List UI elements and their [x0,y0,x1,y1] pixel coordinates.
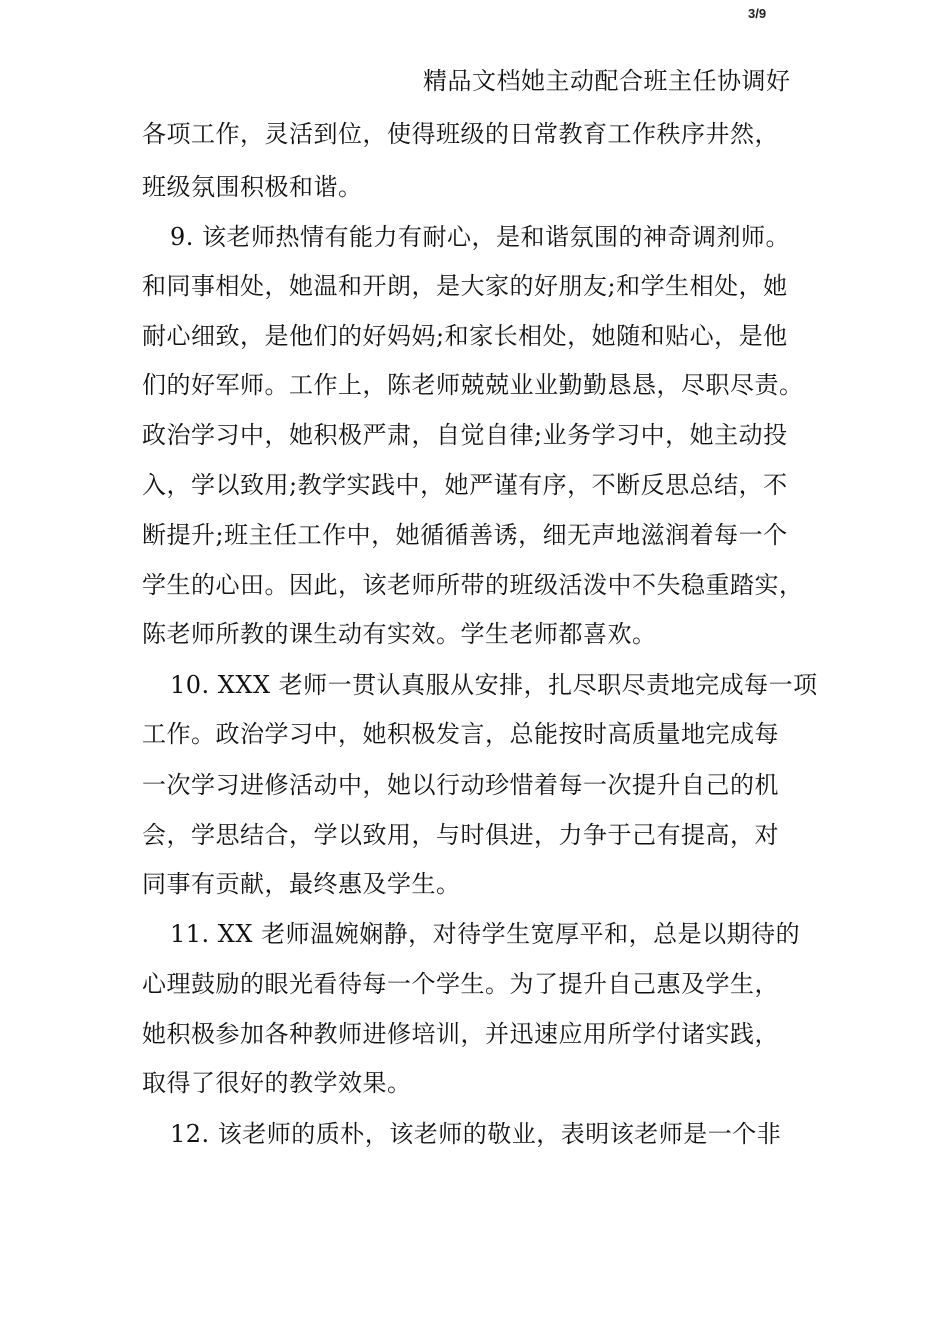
body-line: 同事有贡献，最终惠及学生。 [142,870,461,898]
body-line: 和同事相处，她温和开朗，是大家的好朋友;和学生相处，她 [142,272,788,300]
body-line: 班级氛围积极和谐。 [142,173,363,201]
body-line: 工作。政治学习中，她积极发言，总能按时高质量地完成每 [142,720,779,748]
body-line: 她积极参加各种教师进修培训，并迅速应用所学付诸实践， [142,1020,779,1048]
body-line: 入，学以致用;教学实践中，她严谨有序，不断反思总结，不 [142,471,788,499]
header-line: 精品文档她主动配合班主任协调好 [423,67,791,95]
body-line: 心理鼓励的眼光看待每一个学生。为了提升自己惠及学生， [142,970,779,998]
body-line: 各项工作，灵活到位，使得班级的日常教育工作秩序井然， [142,120,779,148]
body-line: 会，学思结合，学以致用，与时俱进，力争于己有提高，对 [142,821,779,849]
body-line: 12. 该老师的质朴，该老师的敬业，表明该老师是一个非 [170,1120,782,1148]
body-line: 学生的心田。因此，该老师所带的班级活泼中不失稳重踏实， [142,571,804,599]
body-line: 断提升;班主任工作中，她循循善诱，细无声地滋润着每一个 [142,521,788,549]
body-line: 政治学习中，她积极严肃，自觉自律;业务学习中，她主动投 [142,421,788,449]
body-line: 陈老师所教的课生动有实效。学生老师都喜欢。 [142,620,657,648]
body-line: 一次学习进修活动中，她以行动珍惜着每一次提升自己的机 [142,771,779,799]
body-line: 10. XXX 老师一贯认真服从安排，扎尽职尽责地完成每一项 [170,671,818,699]
body-line: 取得了很好的教学效果。 [142,1069,412,1097]
body-line: 们的好军师。工作上，陈老师兢兢业业勤勤恳恳，尽职尽责。 [142,371,804,399]
page-number: 3/9 [748,6,767,21]
body-line: 9. 该老师热情有能力有耐心，是和谐氛围的神奇调剂师。 [170,223,791,251]
body-line: 11. XX 老师温婉娴静，对待学生宽厚平和，总是以期待的 [170,920,801,948]
body-line: 耐心细致，是他们的好妈妈;和家长相处，她随和贴心，是他 [142,322,788,350]
